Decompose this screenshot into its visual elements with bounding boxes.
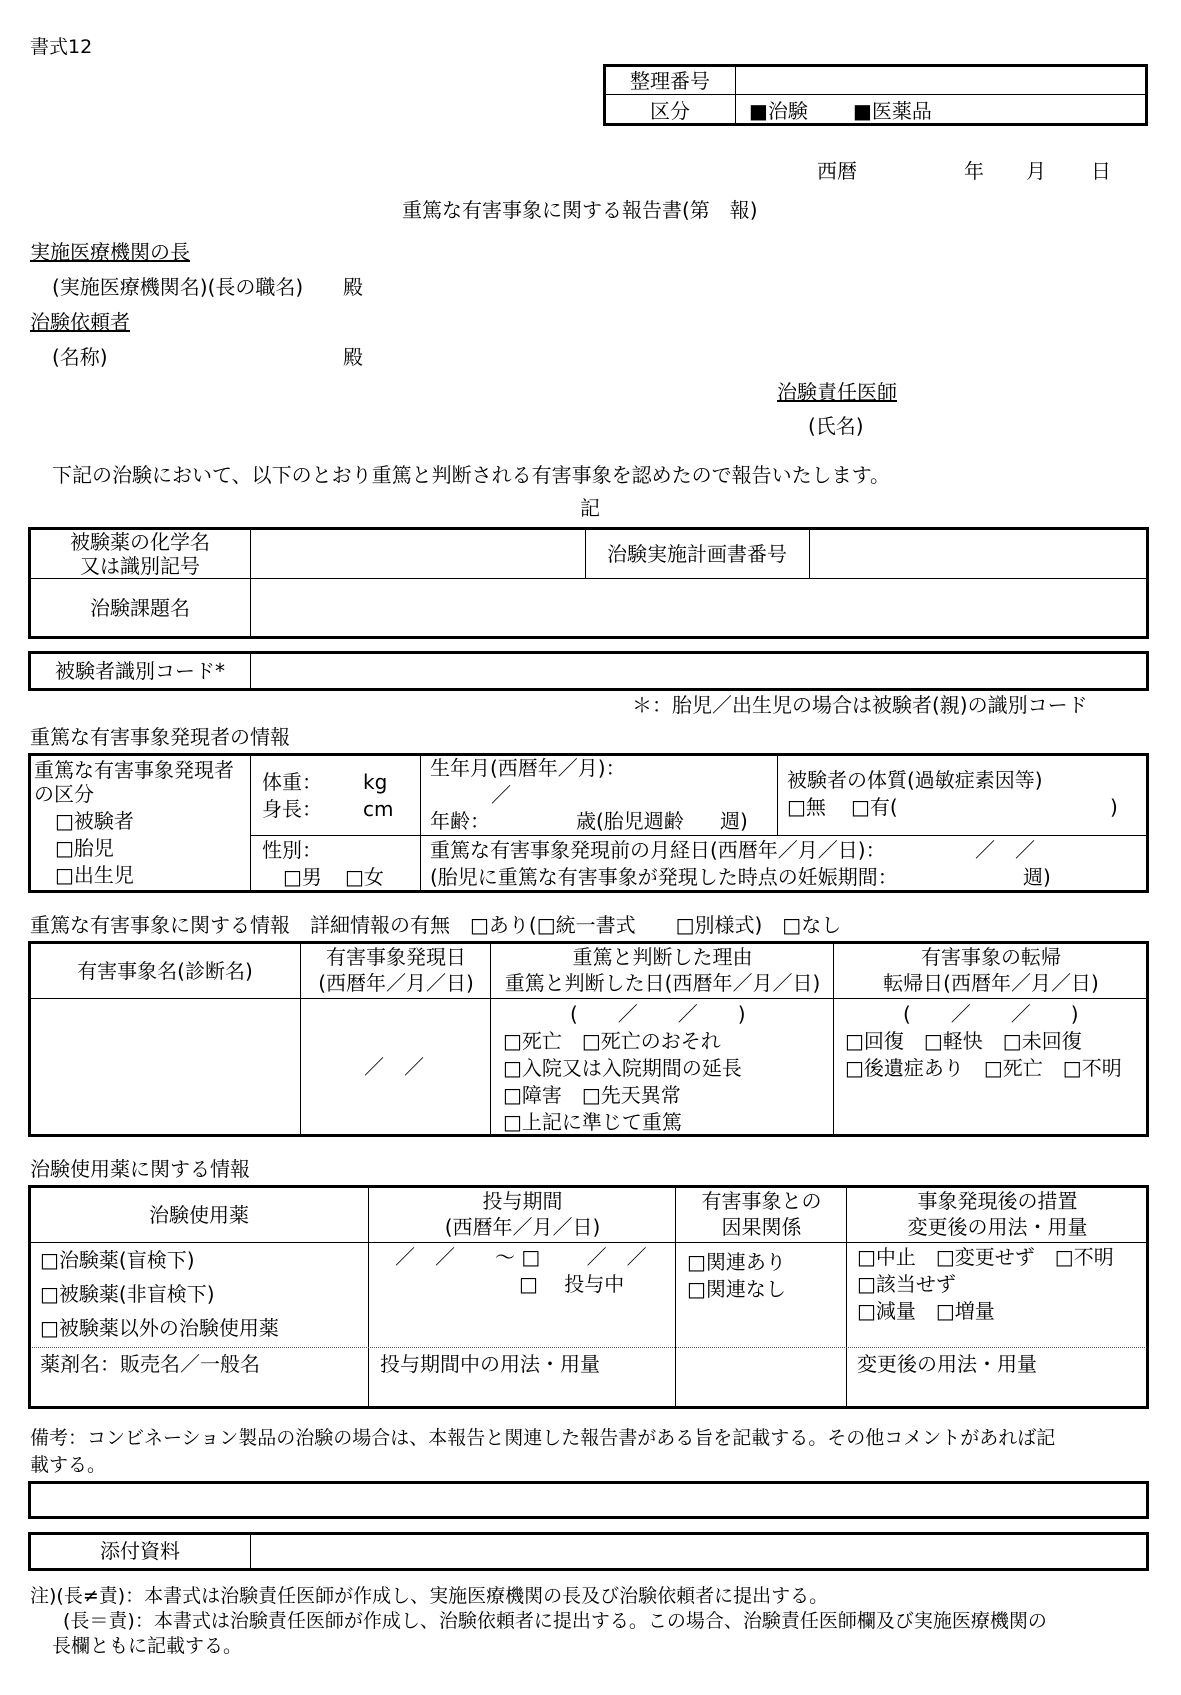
med-col-period-1: 投与期間 [482,1189,563,1213]
ref-no-label: 整理番号 [630,69,710,93]
fetal-week-close: 週) [720,809,748,833]
subject-code-field[interactable] [253,654,1145,688]
med-col-action-1: 事象発現後の措置 [917,1189,1078,1213]
addressee-sponsor-heading: 治験依頼者 [30,310,130,334]
ae-name-field[interactable] [32,1000,298,1133]
med-info-heading: 治験使用薬に関する情報 [30,1157,250,1181]
report-title: 重篤な有害事象に関する報告書(第 報) [402,198,758,222]
attachment-label: 添付資料 [100,1539,180,1563]
remarks-field[interactable] [28,1481,1149,1519]
trial-title-label: 治験課題名 [90,596,190,620]
sender-name: (氏名) [808,414,864,438]
addressee-sponsor-line: (名称) [52,345,108,369]
med-col-drug: 治験使用薬 [149,1203,249,1227]
ae-outcome-row2[interactable]: □後遺症あり □死亡 □不明 [845,1056,1122,1080]
med-col-causal-1: 有害事象との [701,1189,822,1213]
date-day: 日 [1091,159,1111,183]
ref-no-field[interactable] [737,67,1145,93]
weight-label: 体重： [262,770,322,794]
ae-reason-death[interactable]: □死亡 □死亡のおそれ [503,1029,721,1053]
form-number: 書式12 [30,36,93,58]
ae-col-onset-2: (西暦年／月／日) [318,971,474,995]
med-action-dose: 変更後の用法・用量 [857,1352,1037,1376]
addressee-head-heading: 実施医療機関の長 [30,240,190,264]
med-drug-open[interactable]: □被験薬(非盲検下) [40,1282,215,1306]
addressee-head-line: (実施医療機関名)(長の職名) [52,275,304,299]
sex-label: 性別： [262,838,322,862]
med-causal-related[interactable]: □関連あり [687,1250,786,1274]
category-label: 区分 [650,99,690,123]
ae-col-name: 有害事象名(診断名) [77,959,253,983]
pregnancy-label: (胎児に重篤な有害事象が発現した時点の妊娠期間： [430,865,898,889]
med-period-dates: ／ ／ ～ □ ／ ／ [395,1245,647,1269]
protocol-no-field[interactable] [811,530,1145,576]
protocol-no-label: 治験実施計画書番号 [607,542,787,566]
constitution-none-checkbox[interactable]: □無 [787,795,826,819]
chem-name-label-2: 又は識別記号 [80,554,200,578]
note-line1: 注)(長≠責)：本書式は治験責任医師が作成し、実施医療機関の長及び治験依頼者に提出する。 [30,1585,829,1607]
ae-outcome-row1[interactable]: □回復 □軽快 □未回復 [845,1029,1082,1053]
constitution-yes-checkbox[interactable]: □有( [851,795,898,819]
ae-reason-disability[interactable]: □障害 □先天異常 [503,1083,681,1107]
height-unit: cm [363,797,394,821]
height-label: 身長： [262,797,322,821]
onset-info-heading: 重篤な有害事象発現者の情報 [30,725,290,749]
med-drug-blinded[interactable]: □治験薬(盲検下) [40,1248,195,1272]
med-drug-name: 薬剤名：販売名／一般名 [40,1352,260,1376]
ae-col-onset-1: 有害事象発現日 [326,945,466,969]
note-line3: 長欄ともに記載する。 [52,1635,243,1657]
menstruation-label: 重篤な有害事象発現前の月経日(西暦年／月／日)： [430,838,886,862]
med-col-action-2: 変更後の用法・用量 [907,1215,1088,1239]
note-line2: (長＝責)：本書式は治験責任医師が作成し、治験依頼者に提出する。この場合、治験責任医師欄及び実施医療機関の [63,1610,1047,1632]
attachment-field[interactable] [253,1535,1145,1568]
date-era: 西暦 [817,159,857,183]
onset-category-label-2: の区分 [34,782,94,806]
ae-reason-hospital[interactable]: □入院又は入院期間の延長 [503,1056,742,1080]
date-month: 月 [1026,159,1046,183]
birth-label: 生年月(西暦年／月)： [430,756,626,780]
weight-unit: kg [363,770,388,794]
med-action-row1[interactable]: □中止 □変更せず □不明 [857,1245,1114,1269]
constitution-close: ) [1110,795,1118,819]
med-period-ongoing[interactable]: □ 投与中 [519,1272,625,1296]
ae-reason-other[interactable]: □上記に準じて重篤 [503,1110,682,1134]
menstruation-slashes: ／ ／ [975,838,1035,862]
med-action-na[interactable]: □該当せず [857,1272,956,1296]
pregnancy-close: 週) [1023,865,1051,889]
addressee-sponsor-honorific: 殿 [343,345,363,369]
med-col-causal-2: 因果関係 [721,1215,802,1239]
category-option-drug[interactable]: ■医薬品 [853,99,932,123]
subject-code-label: 被験者識別コード* [55,659,225,683]
date-year: 年 [964,159,984,183]
subject-code-footnote: ＊：胎児／出生児の場合は被験者(親)の識別コード [632,693,1088,717]
med-causal-unrelated[interactable]: □関連なし [687,1277,786,1301]
category-option-trial[interactable]: ■治験 [749,99,808,123]
med-drug-other[interactable]: □被験薬以外の治験使用薬 [40,1316,279,1340]
category-fetus-checkbox[interactable]: □胎児 [55,836,114,860]
constitution-label: 被験者の体質(過敏症素因等) [787,768,1043,792]
ae-outcome-date: ( ／ ／ ) [903,1002,1079,1026]
chem-name-label-1: 被験薬の化学名 [70,530,210,554]
ki-text: 記 [580,496,600,520]
ae-col-outcome-2: 転帰日(西暦年／月／日) [883,971,1099,995]
med-period-dose: 投与期間中の用法・用量 [380,1352,600,1376]
ae-col-reason-2: 重篤と判断した日(西暦年／月／日) [504,971,821,995]
ae-onset-slashes: ／ ／ [364,1055,424,1079]
med-col-period-2: (西暦年／月／日) [444,1215,601,1239]
category-subject-checkbox[interactable]: □被験者 [55,809,134,833]
chem-name-field[interactable] [253,530,583,576]
sender-heading: 治験責任医師 [777,380,897,404]
med-action-row3[interactable]: □減量 □増量 [857,1299,995,1323]
age-unit: 歳(胎児週齢 [576,809,684,833]
remarks-line1: 備考：コンビネーション製品の治験の場合は、本報告と関連した報告書がある旨を記載する。その他コメントがあれば記 [30,1427,1056,1449]
intro-text: 下記の治験において、以下のとおり重篤と判断される有害事象を認めたので報告いたします。 [52,463,890,487]
trial-title-field[interactable] [253,580,1145,635]
ae-reason-date: ( ／ ／ ) [570,1002,746,1026]
ae-col-outcome-1: 有害事象の転帰 [921,945,1061,969]
ae-col-reason-1: 重篤と判断した理由 [572,945,753,969]
sex-male-checkbox[interactable]: □男 [283,865,322,889]
birth-slash: ／ [491,783,511,807]
category-newborn-checkbox[interactable]: □出生児 [55,863,134,887]
ae-info-heading: 重篤な有害事象に関する情報 詳細情報の有無 □あり(□統一書式 □別様式) □なし [30,913,842,937]
addressee-head-honorific: 殿 [343,275,363,299]
sex-female-checkbox[interactable]: □女 [345,865,384,889]
remarks-line2: 載する。 [30,1454,107,1476]
age-label: 年齢： [430,809,490,833]
onset-category-label-1: 重篤な有害事象発現者 [34,758,234,782]
